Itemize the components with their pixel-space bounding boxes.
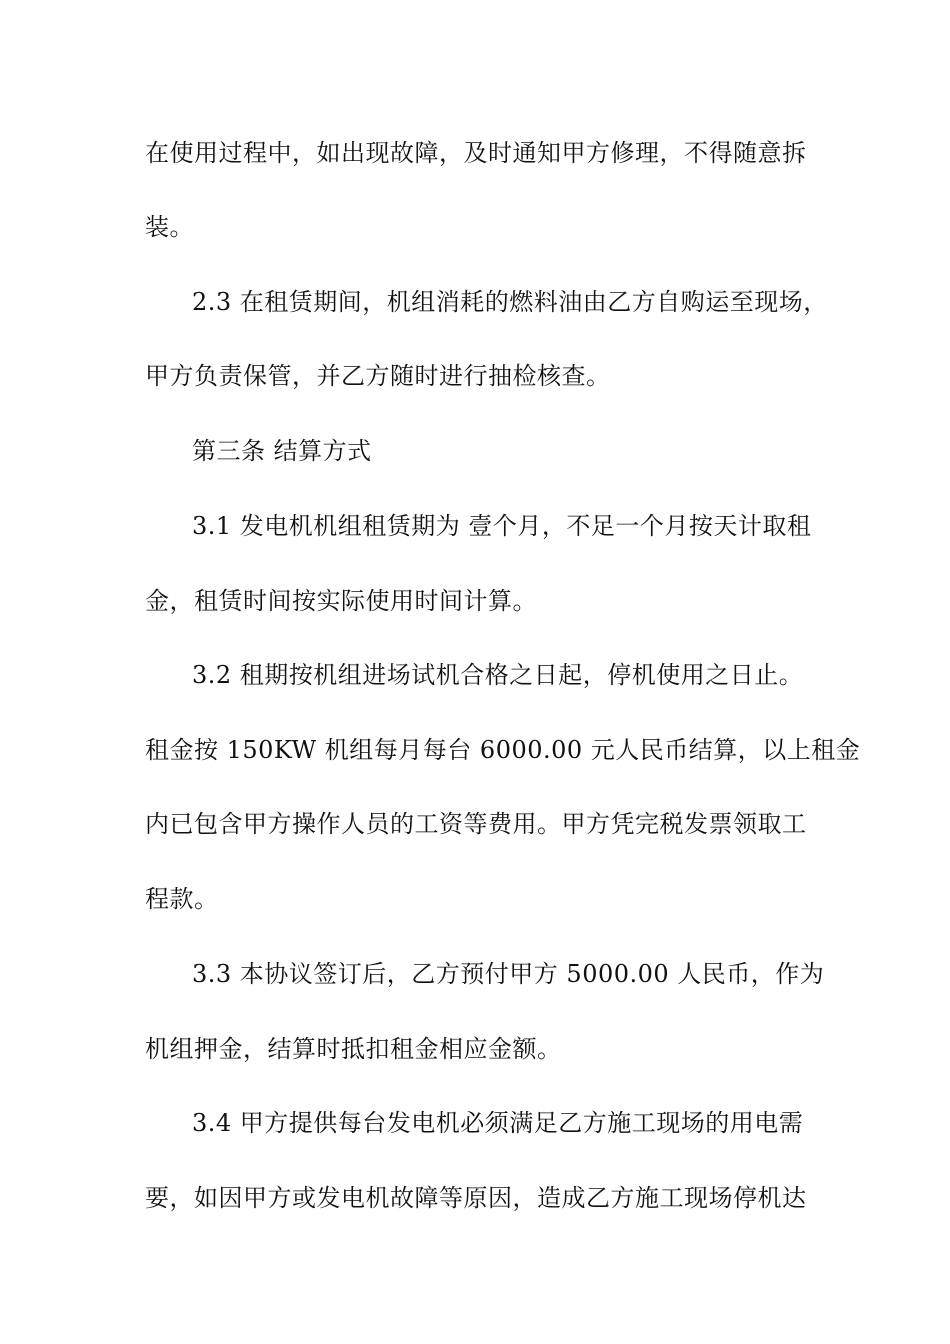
section-heading: 第三条 结算方式 [192, 437, 372, 465]
clause-3-1-line-2: 金，租赁时间按实际使用时间计算。 [145, 587, 537, 615]
clause-3-2-line-4: 程款。 [145, 885, 219, 913]
clause-2-3-line-2: 甲方负责保管，并乙方随时进行抽检核查。 [145, 362, 611, 390]
clause-3-2-line-1: 3.2 租期按机组进场试机合格之日起，停机使用之日止。 [192, 661, 804, 689]
clause-3-4-line-1: 3.4 甲方提供每台发电机必须满足乙方施工现场的用电需 [192, 1109, 804, 1137]
clause-3-4-line-2: 要，如因甲方或发电机故障等原因，造成乙方施工现场停机达 [145, 1184, 807, 1212]
clause-3-3-line-1: 3.3 本协议签订后，乙方预付甲方 5000.00 人民币，作为 [192, 960, 825, 988]
clause-3-3-line-2: 机组押金，结算时抵扣租金相应金额。 [145, 1035, 562, 1063]
clause-3-2-line-2: 租金按 150KW 机组每月每台 6000.00 元人民币结算，以上租金 [145, 736, 861, 764]
text-line-2: 装。 [145, 213, 194, 241]
clause-3-2-line-3: 内已包含甲方操作人员的工资等费用。甲方凭完税发票领取工 [145, 810, 807, 838]
clause-3-1-line-1: 3.1 发电机机组租赁期为 壹个月，不足一个月按天计取租 [192, 512, 812, 540]
text-line-1: 在使用过程中，如出现故障，及时通知甲方修理，不得随意拆 [145, 139, 807, 167]
clause-2-3-line-1: 2.3 在租赁期间，机组消耗的燃料油由乙方自购运至现场， [192, 288, 828, 316]
